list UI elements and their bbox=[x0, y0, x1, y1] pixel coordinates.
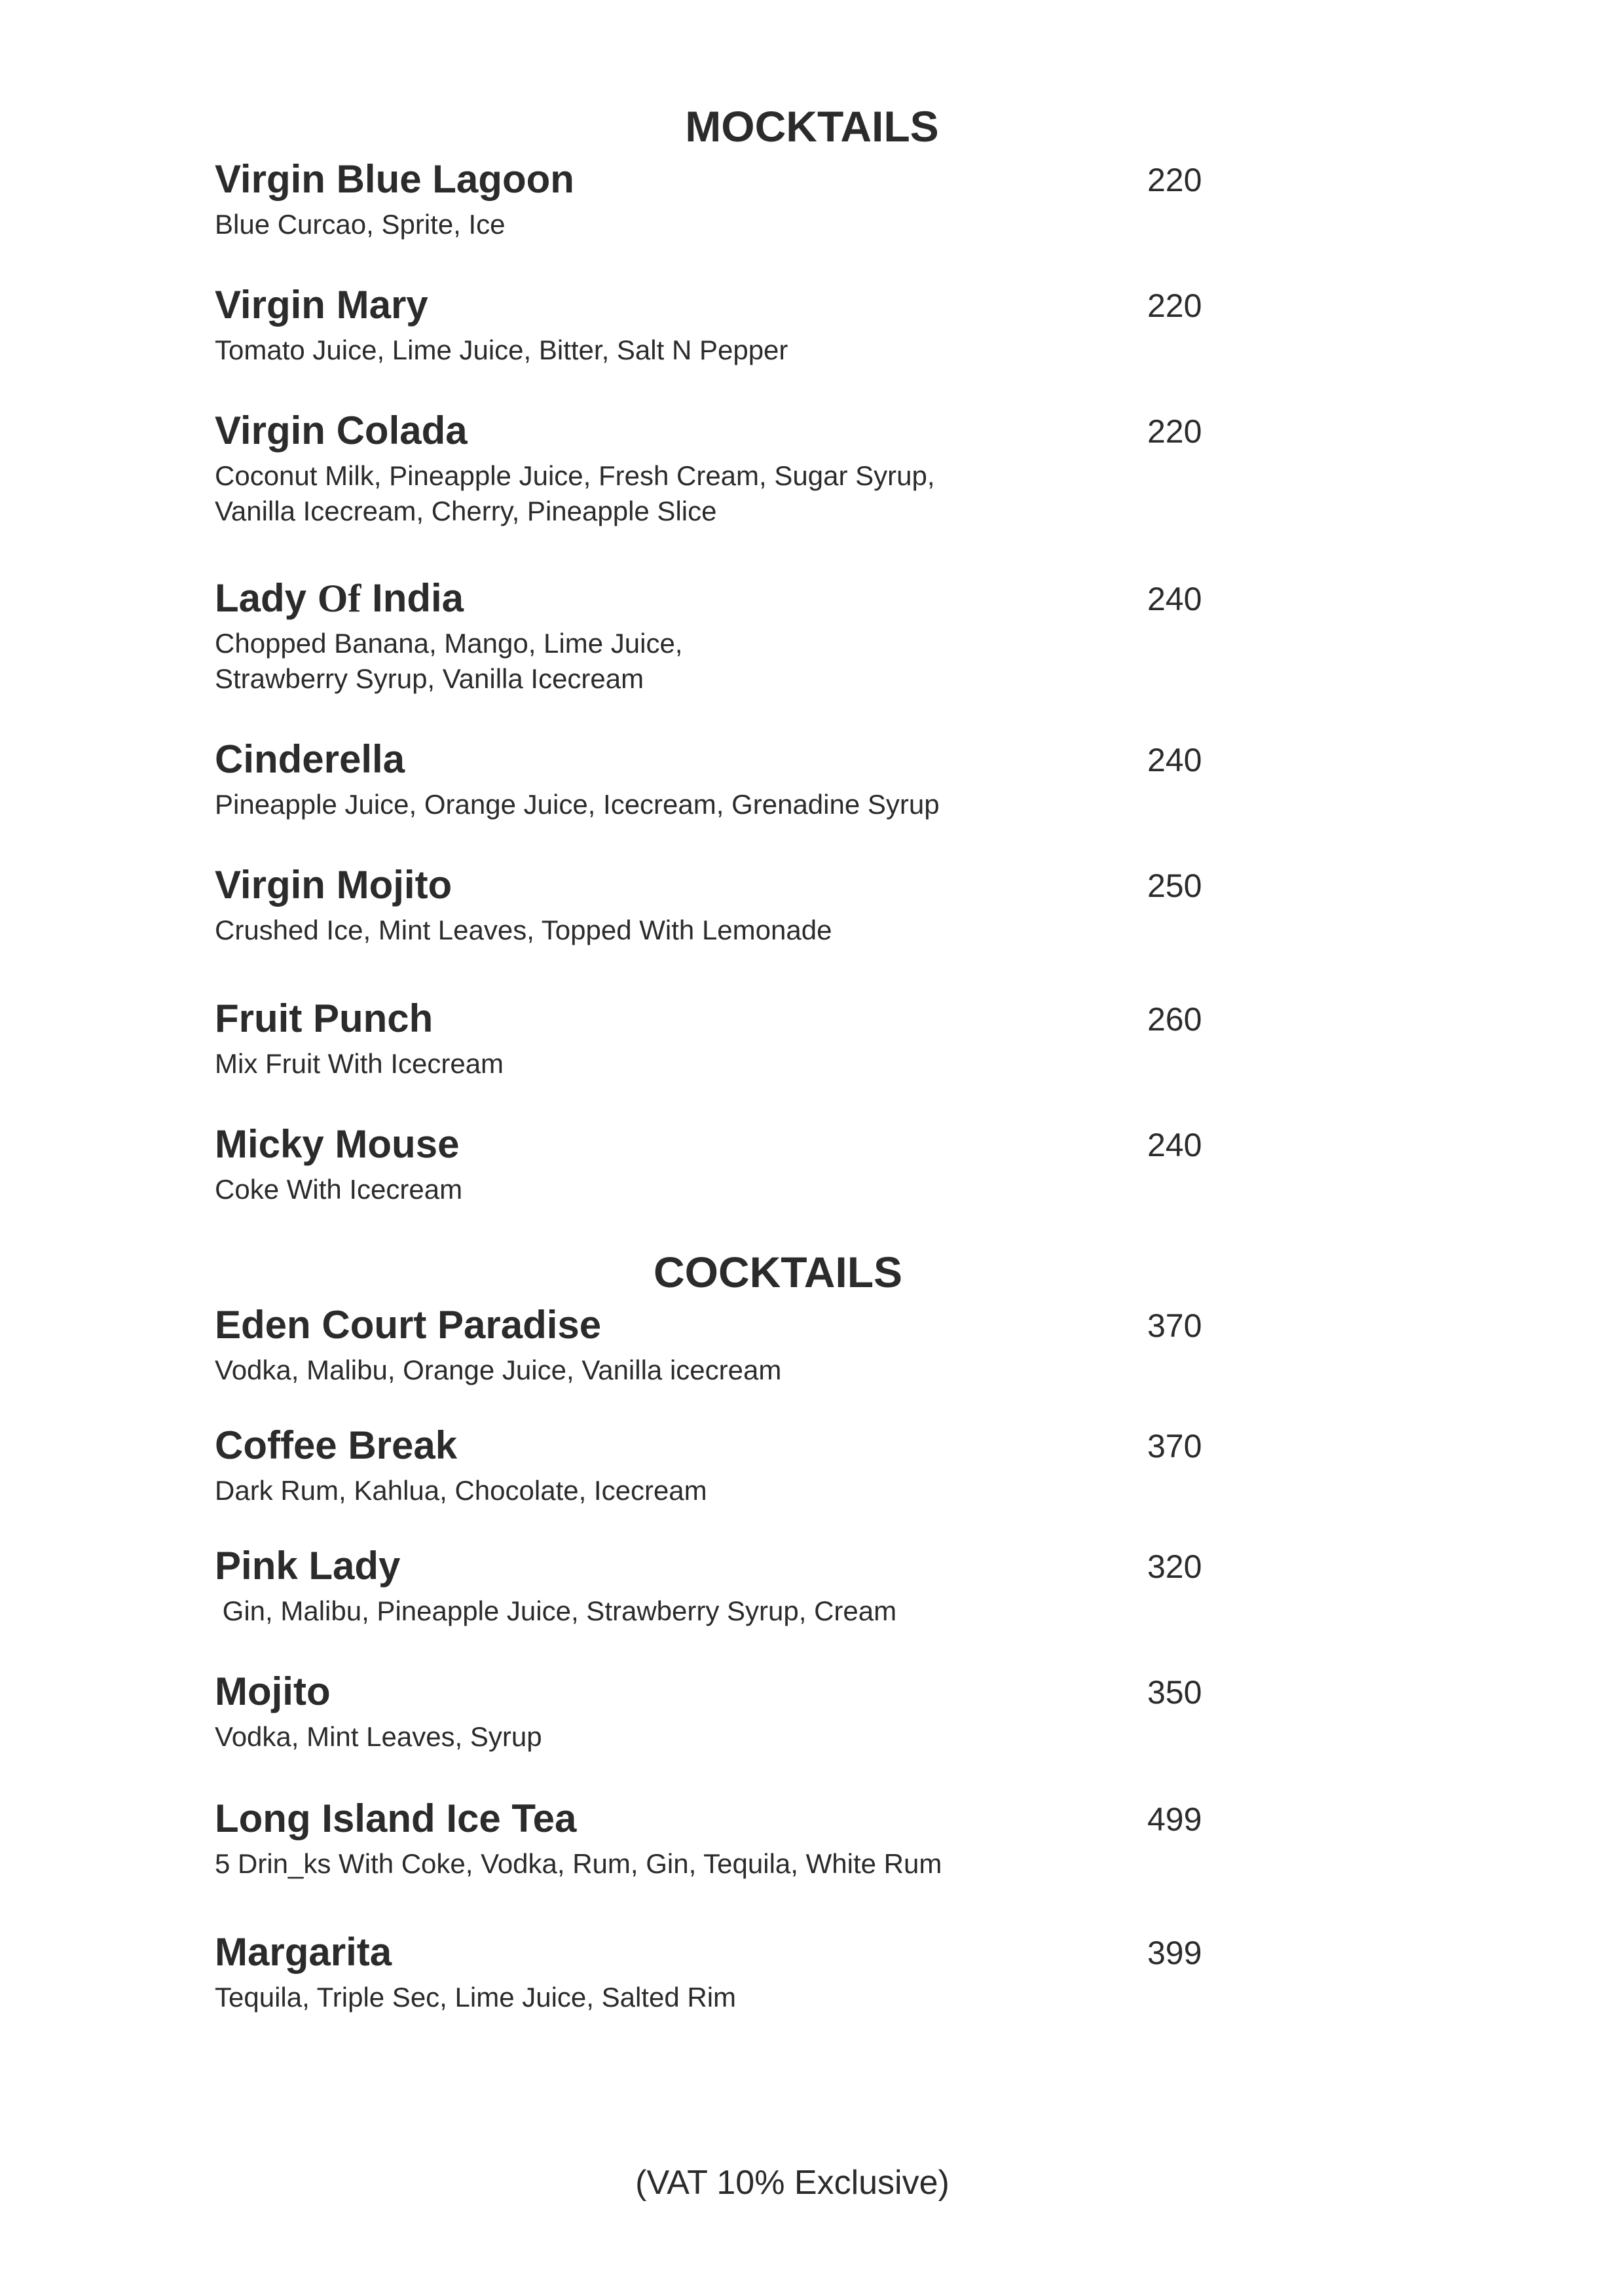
menu-item-coffee-break bbox=[215, 1423, 1210, 1508]
menu-item-virgin-mojito bbox=[215, 863, 1210, 948]
menu-item-lady-of-india bbox=[215, 576, 1210, 697]
item-price: 220 bbox=[1147, 287, 1202, 324]
description-line: Coconut Milk, Pineapple Juice, Fresh Cream, Sugar Syrup, bbox=[215, 460, 935, 491]
vat-note: (VAT 10% Exclusive) bbox=[635, 2164, 950, 2202]
item-description bbox=[215, 1594, 1210, 1629]
item-name: Micky Mouse bbox=[215, 1122, 460, 1166]
item-name: Eden Court Paradise bbox=[215, 1303, 602, 1347]
description-line: Blue Curcao, Sprite, Ice bbox=[215, 209, 506, 240]
item-name: Long Island Ice Tea bbox=[215, 1796, 577, 1840]
item-name-part: Of bbox=[317, 577, 361, 620]
item-name: Virgin Blue Lagoon bbox=[215, 157, 574, 201]
section-title-mocktails: MOCKTAILS bbox=[685, 102, 939, 151]
item-description bbox=[215, 207, 1210, 242]
description-line: Dark Rum, Kahlua, Chocolate, Icecream bbox=[215, 1475, 707, 1506]
menu-item-eden-court-paradise bbox=[215, 1305, 1210, 1388]
item-description bbox=[215, 1846, 1210, 1882]
item-price: 220 bbox=[1147, 162, 1202, 198]
item-price: 240 bbox=[1147, 742, 1202, 778]
item-description bbox=[215, 913, 1210, 948]
item-name: Coffee Break bbox=[215, 1423, 458, 1467]
item-price: 260 bbox=[1147, 1001, 1202, 1038]
item-name: Virgin Mary bbox=[215, 283, 428, 327]
description-line: Vodka, Malibu, Orange Juice, Vanilla icecream bbox=[215, 1355, 782, 1385]
item-name: Mojito bbox=[215, 1669, 331, 1713]
menu-item-virgin-mary bbox=[215, 285, 1210, 368]
item-price: 370 bbox=[1147, 1428, 1202, 1465]
menu-item-mojito bbox=[215, 1669, 1210, 1755]
description-line: Pineapple Juice, Orange Juice, Icecream, Grenadine Syrup bbox=[215, 789, 940, 820]
menu-item-virgin-blue-lagoon bbox=[215, 157, 1210, 242]
item-description bbox=[215, 787, 1210, 822]
item-description bbox=[215, 1046, 1210, 1082]
description-line: Gin, Malibu, Pineapple Juice, Strawberry Syrup, Cream bbox=[215, 1595, 897, 1626]
item-description bbox=[215, 626, 1210, 697]
item-price: 320 bbox=[1147, 1548, 1202, 1585]
description-line: Vanilla Icecream, Cherry, Pineapple Slice bbox=[215, 496, 717, 526]
item-price: 250 bbox=[1147, 867, 1202, 904]
item-price: 240 bbox=[1147, 1127, 1202, 1163]
item-description bbox=[215, 1473, 1210, 1508]
item-name: Virgin Mojito bbox=[215, 863, 452, 907]
item-description bbox=[215, 1172, 1210, 1207]
description-line: Strawberry Syrup, Vanilla Icecream bbox=[215, 663, 644, 694]
item-price: 220 bbox=[1147, 413, 1202, 450]
description-line: 5 Drin_ks With Coke, Vodka, Rum, Gin, Tequila, White Rum bbox=[215, 1848, 942, 1879]
item-price: 370 bbox=[1147, 1307, 1202, 1344]
item-description bbox=[215, 333, 1210, 368]
description-line: Chopped Banana, Mango, Lime Juice, bbox=[215, 628, 683, 659]
description-line: Tomato Juice, Lime Juice, Bitter, Salt N Pepper bbox=[215, 335, 788, 365]
menu-item-cinderella bbox=[215, 737, 1210, 822]
menu-item-fruit-punch bbox=[215, 996, 1210, 1082]
description-line: Tequila, Triple Sec, Lime Juice, Salted Rim bbox=[215, 1982, 737, 2013]
item-name-part: Lady bbox=[215, 576, 318, 620]
description-line: Crushed Ice, Mint Leaves, Topped With Lemonade bbox=[215, 915, 832, 945]
item-description bbox=[215, 1980, 1210, 2015]
item-name: Margarita bbox=[215, 1930, 392, 1974]
menu-item-margarita bbox=[215, 1930, 1210, 2015]
item-price: 240 bbox=[1147, 581, 1202, 617]
item-name-part: India bbox=[361, 576, 464, 620]
item-name: Virgin Colada bbox=[215, 409, 468, 452]
item-name: Fruit Punch bbox=[215, 996, 434, 1040]
item-name: Pink Lady bbox=[215, 1544, 401, 1588]
item-price: 399 bbox=[1147, 1935, 1202, 1971]
menu-item-micky-mouse bbox=[215, 1122, 1210, 1207]
item-name bbox=[215, 576, 1210, 620]
description-line: Mix Fruit With Icecream bbox=[215, 1048, 504, 1079]
description-line: Coke With Icecream bbox=[215, 1174, 463, 1205]
menu-item-virgin-colada bbox=[215, 411, 1210, 529]
description-line: Vodka, Mint Leaves, Syrup bbox=[215, 1721, 542, 1752]
menu-item-pink-lady bbox=[215, 1546, 1210, 1629]
menu-item-long-island-ice-tea bbox=[215, 1796, 1210, 1882]
item-price: 350 bbox=[1147, 1674, 1202, 1711]
item-description bbox=[215, 458, 1210, 529]
item-description bbox=[215, 1353, 1210, 1388]
item-name: Cinderella bbox=[215, 737, 405, 781]
item-price: 499 bbox=[1147, 1801, 1202, 1838]
section-title-cocktails: COCKTAILS bbox=[653, 1248, 903, 1296]
item-description bbox=[215, 1719, 1210, 1755]
